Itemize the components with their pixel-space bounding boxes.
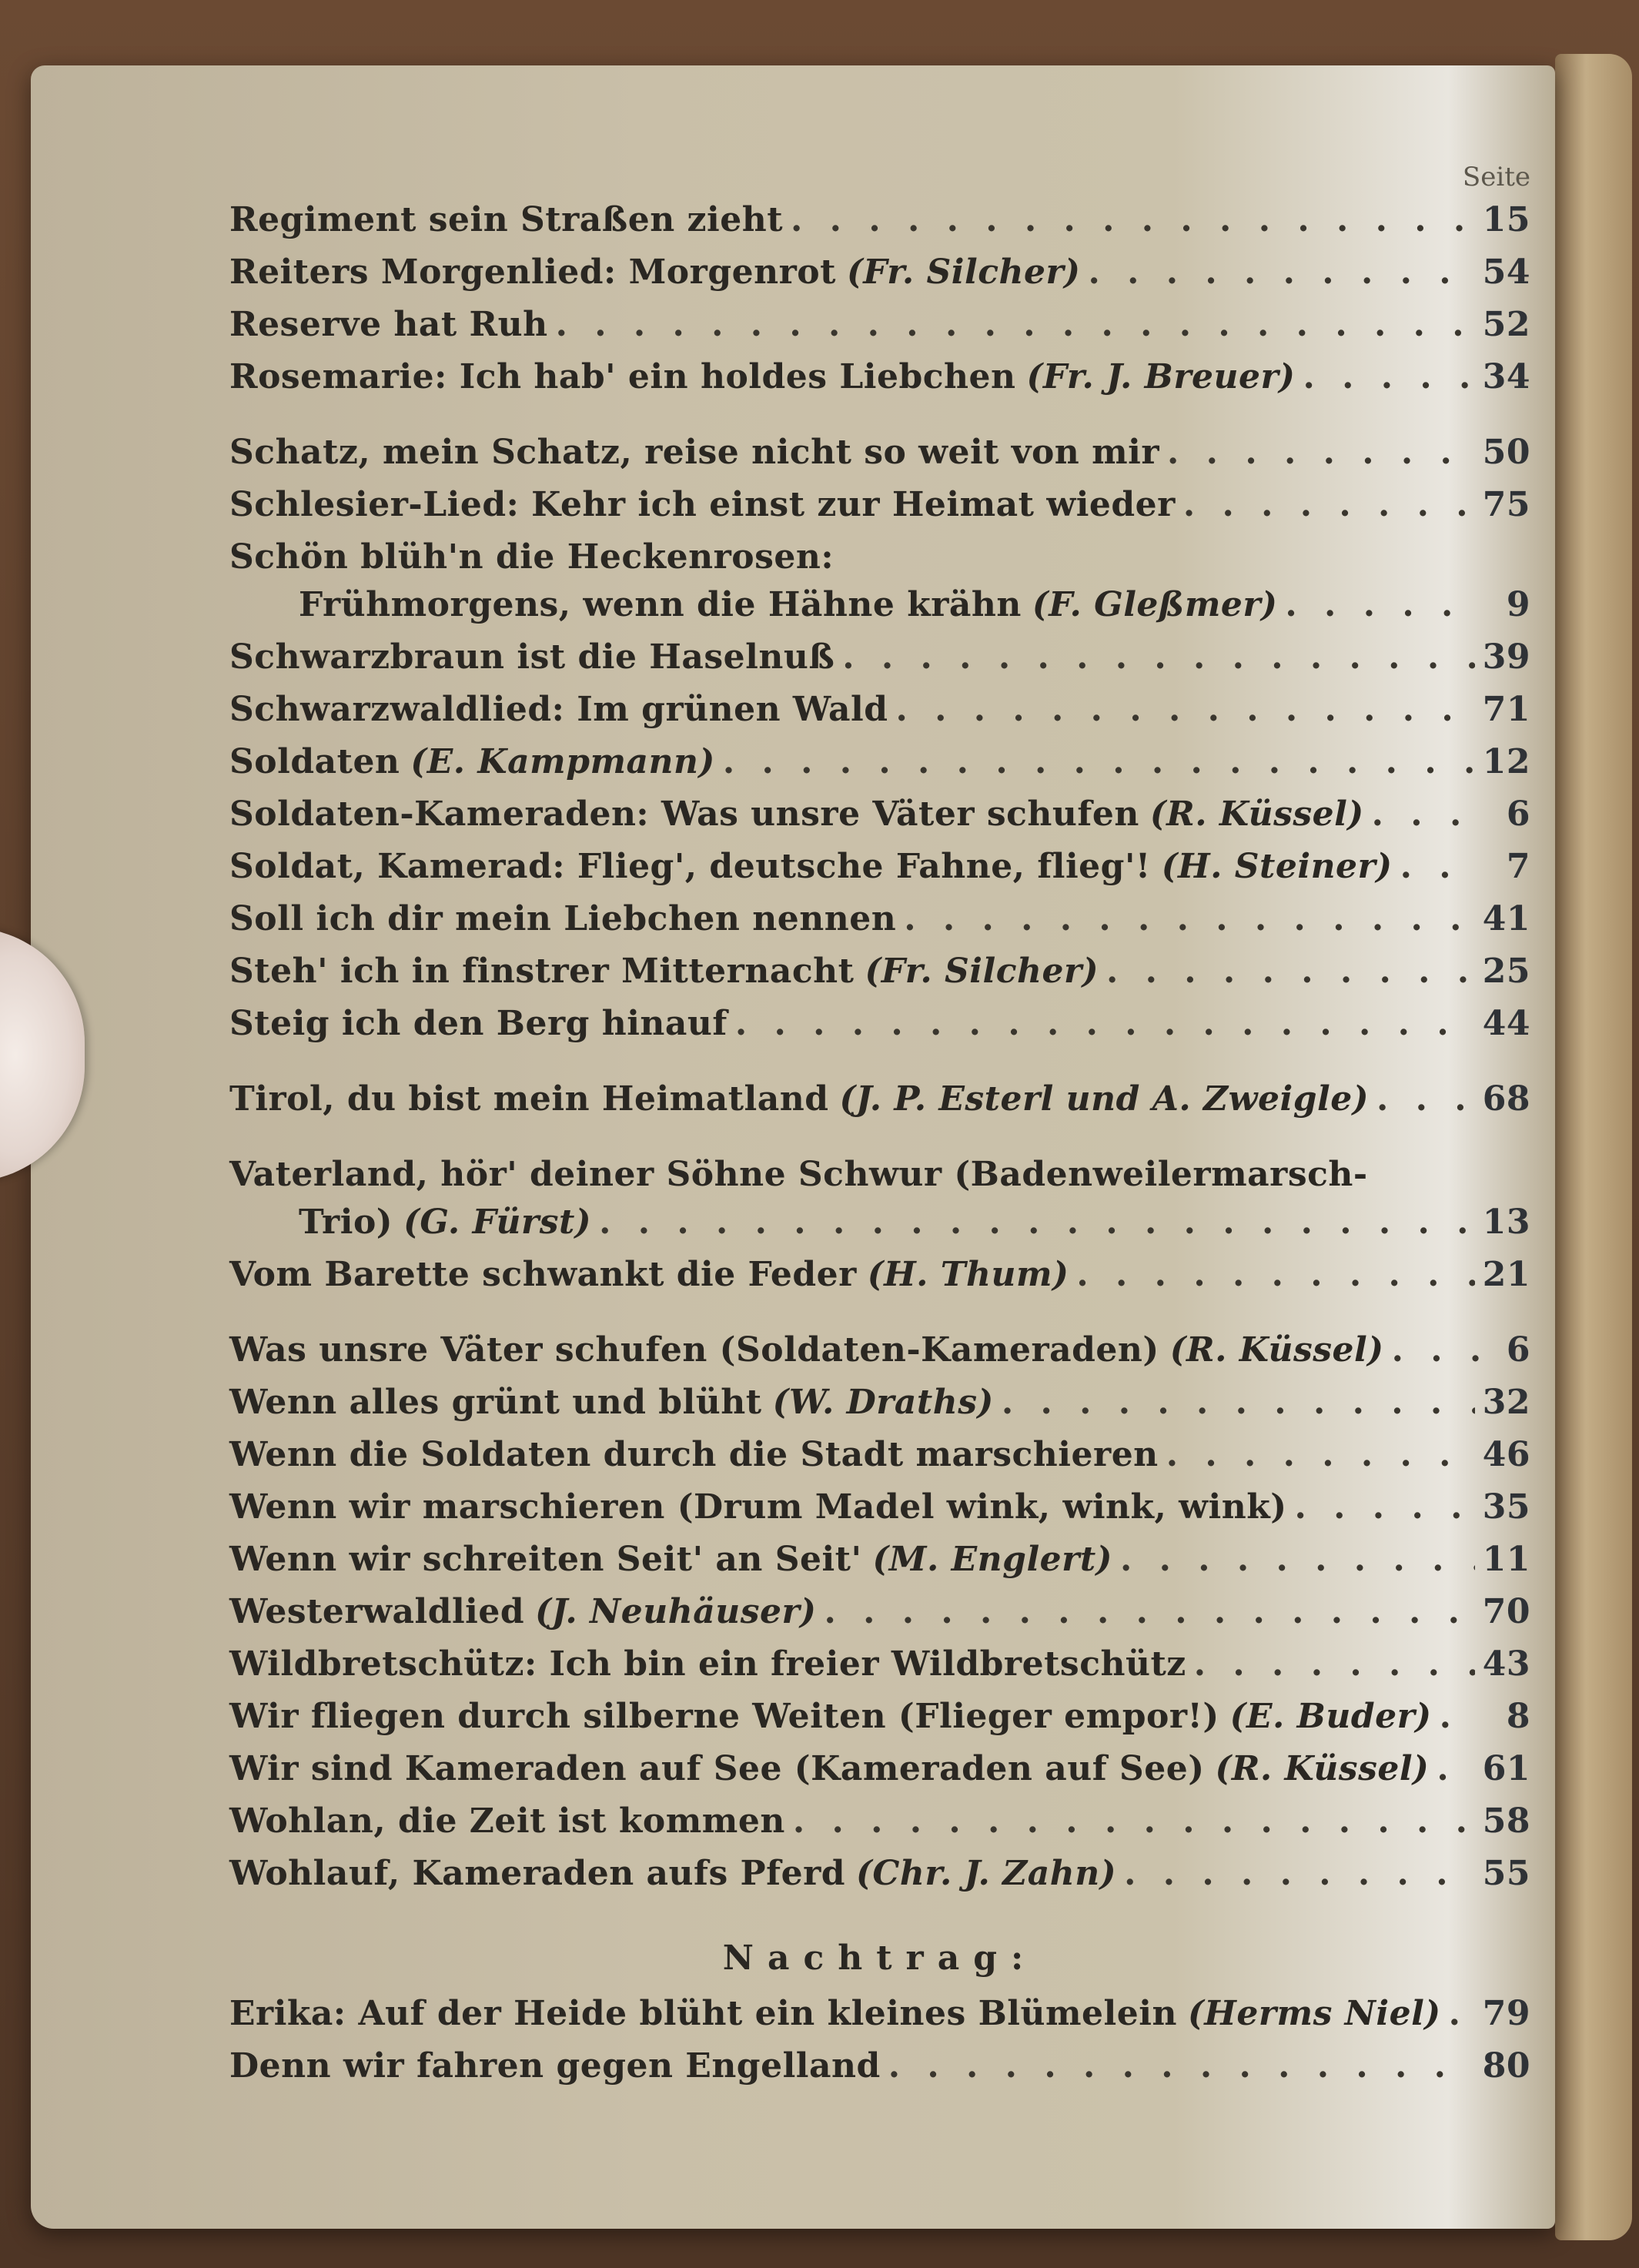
- group-spacer: [229, 1307, 1530, 1330]
- index-entry: [229, 1435, 1530, 1487]
- entry-title: Tirol, du bist mein Heimatland: [229, 1079, 829, 1119]
- leader-dots: [904, 899, 1475, 938]
- leader-dots: [1437, 1749, 1474, 1788]
- book-spine: [1555, 54, 1632, 2240]
- index-entry: [229, 537, 1530, 585]
- index-entry: [229, 305, 1530, 357]
- entry-composer: (J. P. Esterl und A. Zweigle): [839, 1079, 1370, 1119]
- entry-page-number: 11: [1482, 1540, 1530, 1579]
- entry-title: Schatz, mein Schatz, reise nicht so weit von mir: [229, 433, 1160, 472]
- entry-title: Denn wir fahren gegen Engelland: [229, 2046, 881, 2086]
- entry-page-number: 6: [1506, 794, 1530, 834]
- entry-page-number: 12: [1482, 742, 1530, 781]
- entry-page-number: 7: [1506, 847, 1530, 886]
- leader-dots: [735, 1004, 1475, 1043]
- entry-title: Wenn wir marschieren (Drum Madel wink, wink, wink): [229, 1487, 1287, 1527]
- index-entry: [229, 253, 1530, 305]
- index-entry: [229, 1540, 1530, 1592]
- entry-page-number: 58: [1482, 1801, 1530, 1841]
- entry-page-number: 34: [1482, 357, 1530, 396]
- leader-dots: [1124, 1854, 1475, 1893]
- index-entry: [229, 1749, 1530, 1801]
- nachtrag-heading: Nachtrag:: [722, 1939, 1038, 1978]
- entry-page-number: 79: [1482, 1994, 1530, 2033]
- index-entry: [229, 794, 1530, 847]
- entry-title: Wohlauf, Kameraden aufs Pferd: [229, 1854, 846, 1893]
- entry-title: Soldat, Kamerad: Flieg', deutsche Fahne, flieg'!: [229, 847, 1151, 886]
- entry-composer: (H. Steiner): [1161, 847, 1393, 886]
- group-spacer: [229, 1056, 1530, 1079]
- index-entry: [229, 433, 1530, 485]
- leader-dots: [888, 2046, 1475, 2086]
- entry-title: Trio): [299, 1203, 393, 1242]
- leader-dots: [1002, 1383, 1475, 1422]
- leader-dots: [842, 637, 1475, 677]
- entry-title: Wildbretschütz: Ich bin ein freier Wildbretschütz: [229, 1644, 1186, 1684]
- entry-title: Schwarzbraun ist die Haselnuß: [229, 637, 835, 677]
- leader-dots: [1183, 485, 1475, 524]
- entry-title: Rosemarie: Ich hab' ein holdes Liebchen: [229, 357, 1016, 396]
- entry-title: Wir sind Kameraden auf See (Kameraden auf See): [229, 1749, 1205, 1788]
- entry-composer: (Fr. Silcher): [865, 952, 1099, 991]
- index-entry: [229, 1592, 1530, 1644]
- index-entry: [229, 1255, 1530, 1307]
- index-entry: [229, 1203, 1530, 1255]
- entry-composer: (W. Draths): [772, 1383, 994, 1422]
- index-entry: [229, 200, 1530, 253]
- index-entry: [229, 1487, 1530, 1540]
- entry-composer: (E. Buder): [1229, 1697, 1432, 1736]
- leader-dots: [1285, 585, 1480, 624]
- entry-page-number: 55: [1482, 1854, 1530, 1893]
- index-entry: [229, 1155, 1530, 1203]
- index-entry: [229, 1383, 1530, 1435]
- entry-title: Wenn wir schreiten Seit' an Seit': [229, 1540, 862, 1579]
- index-entry: [229, 952, 1530, 1004]
- entry-title: Steig ich den Berg hinauf: [229, 1004, 728, 1043]
- entry-composer: (E. Kampmann): [410, 742, 715, 781]
- entry-title: Reserve hat Ruh: [229, 305, 548, 344]
- entry-composer: (R. Küssel): [1215, 1749, 1430, 1788]
- entry-page-number: 80: [1482, 2046, 1530, 2086]
- entry-title: Wenn die Soldaten durch die Stadt marschieren: [229, 1435, 1159, 1474]
- entry-title: Westerwaldlied: [229, 1592, 525, 1631]
- entry-title: Vaterland, hör' deiner Söhne Schwur (Badenweilermarsch-: [229, 1155, 1368, 1194]
- index-entry: [229, 1801, 1530, 1854]
- index-entry: [229, 1330, 1530, 1383]
- index-entry: [229, 1697, 1530, 1749]
- leader-dots: [599, 1203, 1475, 1242]
- entry-title: Soll ich dir mein Liebchen nennen: [229, 899, 897, 938]
- entry-title: Wohlan, die Zeit ist kommen: [229, 1801, 785, 1841]
- leader-dots: [1295, 1487, 1475, 1527]
- leader-dots: [793, 1801, 1475, 1841]
- entry-page-number: 70: [1482, 1592, 1530, 1631]
- entry-page-number: 35: [1482, 1487, 1530, 1527]
- leader-dots: [1194, 1644, 1475, 1684]
- entry-page-number: 25: [1482, 952, 1530, 991]
- entry-page-number: 8: [1506, 1697, 1530, 1736]
- leader-dots: [1167, 433, 1475, 472]
- leader-dots: [824, 1592, 1474, 1631]
- index-entry: [229, 485, 1530, 537]
- group-spacer: [229, 1906, 1530, 1934]
- index-entry: [229, 690, 1530, 742]
- entry-page-number: 32: [1482, 1383, 1530, 1422]
- entry-page-number: 9: [1506, 585, 1530, 624]
- index-entry: [229, 1994, 1530, 2046]
- entry-page-number: 61: [1482, 1749, 1530, 1788]
- index-entry: [229, 742, 1530, 794]
- entry-page-number: 13: [1482, 1203, 1530, 1242]
- entry-title: Vom Barette schwankt die Feder: [229, 1255, 857, 1294]
- index-entry: [229, 1079, 1530, 1132]
- entry-title: Reiters Morgenlied: Morgenrot: [229, 253, 836, 292]
- entry-title: Schlesier-Lied: Kehr ich einst zur Heimat wieder: [229, 485, 1176, 524]
- leader-dots: [1449, 1994, 1475, 2033]
- entry-composer: (R. Küssel): [1169, 1330, 1384, 1370]
- entry-page-number: 39: [1482, 637, 1530, 677]
- entry-page-number: 50: [1482, 433, 1530, 472]
- index-entry: [229, 847, 1530, 899]
- entry-page-number: 46: [1482, 1435, 1530, 1474]
- index-entry: [229, 357, 1530, 410]
- entry-page-number: 43: [1482, 1644, 1530, 1684]
- index-entry: [229, 1644, 1530, 1697]
- leader-dots: [896, 690, 1475, 729]
- entry-composer: (R. Küssel): [1149, 794, 1364, 834]
- entry-page-number: 41: [1482, 899, 1530, 938]
- entry-page-number: 68: [1482, 1079, 1530, 1119]
- entry-title: Frühmorgens, wenn die Hähne krähn: [299, 585, 1022, 624]
- entry-title: Wir fliegen durch silberne Weiten (Flieger empor!): [229, 1697, 1219, 1736]
- leader-dots: [1088, 253, 1474, 292]
- leader-dots: [1166, 1435, 1475, 1474]
- entry-title: Soldaten-Kameraden: Was unsre Väter schufen: [229, 794, 1139, 834]
- entry-composer: (Fr. J. Breuer): [1026, 357, 1296, 396]
- entry-page-number: 6: [1506, 1330, 1530, 1370]
- entry-page-number: 54: [1482, 253, 1530, 292]
- leader-dots: [1303, 357, 1474, 396]
- entry-page-number: 71: [1482, 690, 1530, 729]
- leader-dots: [1076, 1255, 1474, 1294]
- leader-dots: [1106, 952, 1475, 991]
- index-entry: [229, 2046, 1530, 2099]
- entry-page-number: 15: [1482, 200, 1530, 239]
- leader-dots: [723, 742, 1475, 781]
- leader-dots: [1400, 847, 1480, 886]
- group-spacer: [229, 410, 1530, 433]
- entry-page-number: 52: [1482, 305, 1530, 344]
- index-entry: [229, 899, 1530, 952]
- entry-composer: (Fr. Silcher): [846, 253, 1081, 292]
- entry-title: Steh' ich in finstrer Mitternacht: [229, 952, 855, 991]
- entry-title: Soldaten: [229, 742, 400, 781]
- entry-composer: (M. Englert): [872, 1540, 1112, 1579]
- seite-label: Seite: [1462, 162, 1530, 192]
- index-entry: [229, 1854, 1530, 1906]
- leader-dots: [1120, 1540, 1475, 1579]
- index-list: [229, 200, 1530, 2099]
- entry-title: Wenn alles grünt und blüht: [229, 1383, 762, 1422]
- entry-composer: (Chr. J. Zahn): [856, 1854, 1117, 1893]
- entry-title: Schön blüh'n die Heckenrosen:: [229, 537, 835, 577]
- leader-dots: [556, 305, 1475, 344]
- entry-page-number: 75: [1482, 485, 1530, 524]
- leader-dots: [1392, 1330, 1480, 1370]
- leader-dots: [1440, 1697, 1480, 1736]
- group-spacer: [229, 1132, 1530, 1155]
- entry-title: Regiment sein Straßen zieht: [229, 200, 784, 239]
- entry-composer: (Herms Niel): [1187, 1994, 1441, 2033]
- entry-title: Was unsre Väter schufen (Soldaten-Kameraden): [229, 1330, 1159, 1370]
- entry-composer: (J. Neuhäuser): [535, 1592, 817, 1631]
- leader-dots: [1372, 794, 1480, 834]
- leader-dots: [1376, 1079, 1475, 1119]
- entry-title: Erika: Auf der Heide blüht ein kleines Blümelein: [229, 1994, 1177, 2033]
- entry-title: Schwarzwaldlied: Im grünen Wald: [229, 690, 888, 729]
- entry-page-number: 44: [1482, 1004, 1530, 1043]
- leader-dots: [791, 200, 1475, 239]
- index-entry: [229, 585, 1530, 637]
- entry-page-number: 21: [1482, 1255, 1530, 1294]
- entry-composer: (F. Gleßmer): [1032, 585, 1278, 624]
- entry-composer: (H. Thum): [867, 1255, 1069, 1294]
- entry-composer: (G. Fürst): [403, 1203, 592, 1242]
- index-entry: [229, 1004, 1530, 1056]
- index-entry: [229, 637, 1530, 690]
